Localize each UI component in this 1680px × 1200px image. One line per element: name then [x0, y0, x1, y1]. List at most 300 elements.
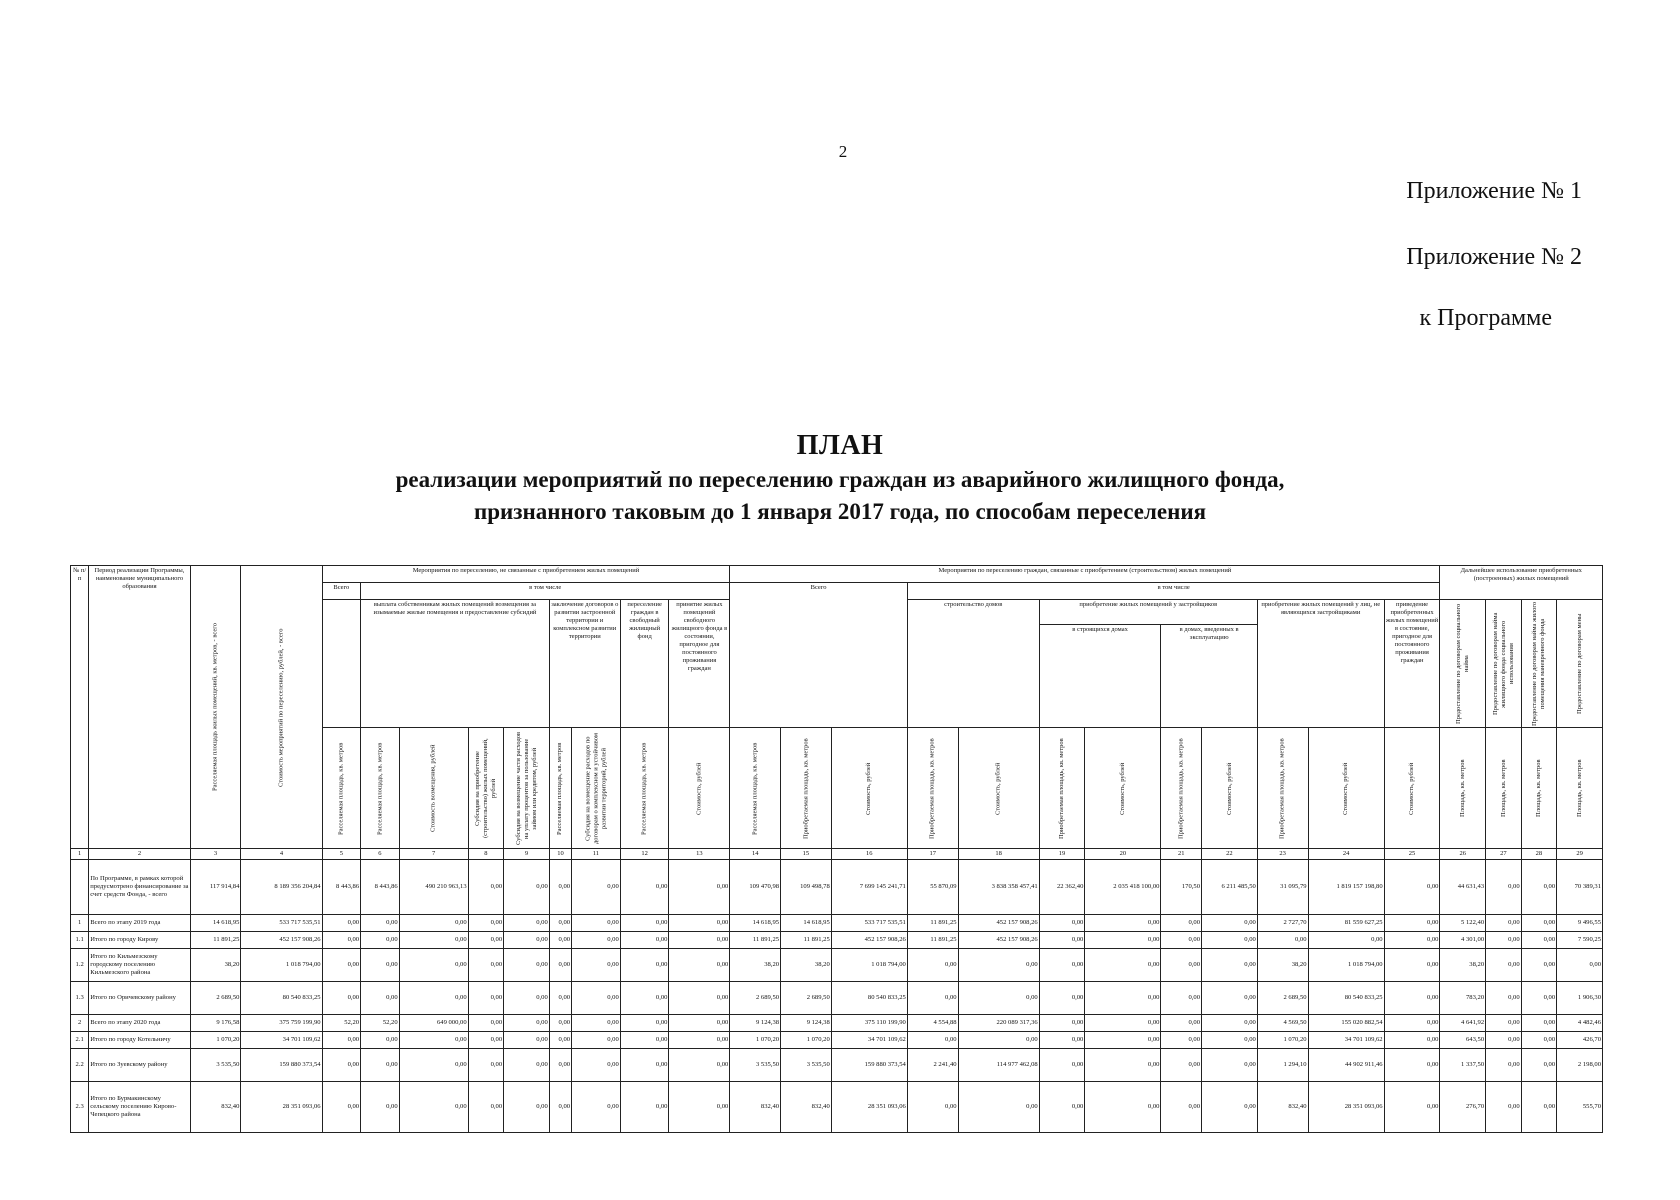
table-cell: 0,00 [1202, 1082, 1258, 1133]
table-cell: 0,00 [1384, 949, 1440, 982]
table-cell: 11 891,25 [907, 915, 958, 932]
table-cell: 0,00 [361, 949, 400, 982]
table-cell: 0,00 [1384, 1032, 1440, 1049]
plan-title [0, 428, 1680, 528]
table-cell: 0,00 [1486, 932, 1522, 949]
table-cell: 0,00 [1161, 915, 1202, 932]
table-cell: 0,00 [549, 949, 571, 982]
table-cell: 0,00 [669, 915, 730, 932]
table-cell: 0,00 [620, 1032, 669, 1049]
header-a-sub4: принятие жилых помещений свободного жилищного фонда в состоянии, пригодное для постоянного проживания граждан [669, 600, 730, 728]
table-cell: 0,00 [361, 1032, 400, 1049]
table-cell: 28 351 093,06 [831, 1082, 907, 1133]
title-main: ПЛАН [796, 430, 884, 461]
table-cell: 0,00 [1202, 1032, 1258, 1049]
table-cell: 34 701 109,62 [241, 1032, 322, 1049]
table-cell: 117 914,84 [190, 860, 241, 915]
table-cell: 0,00 [399, 915, 468, 932]
table-cell: 0,00 [620, 915, 669, 932]
row-index: 2.1 [71, 1032, 89, 1049]
table-cell: 0,00 [1486, 915, 1522, 932]
table-cell: 2 689,50 [1257, 982, 1308, 1015]
table-cell: 0,00 [907, 982, 958, 1015]
table-cell: 375 110 199,90 [831, 1015, 907, 1032]
table-cell: 0,00 [322, 949, 361, 982]
table-cell: 8 443,86 [322, 860, 361, 915]
table-cell: 0,00 [504, 949, 550, 982]
column-number: 13 [669, 849, 730, 860]
table-cell: 0,00 [399, 1082, 468, 1133]
header-cost-total: Стоимость мероприятий по переселению, рублей, - всего [241, 566, 322, 849]
column-number: 16 [831, 849, 907, 860]
table-cell: 0,00 [468, 949, 504, 982]
table-cell: 28 351 093,06 [1308, 1082, 1384, 1133]
table-cell: 0,00 [1521, 915, 1557, 932]
table-cell: 0,00 [1085, 915, 1161, 932]
table-cell: 2 035 418 100,00 [1085, 860, 1161, 915]
title-line-2: признанного таковым до 1 января 2017 года, по способам переселения [473, 499, 1207, 524]
table-cell: 8 189 356 204,84 [241, 860, 322, 915]
table-cell: 0,00 [572, 860, 621, 915]
table-row [71, 949, 1603, 982]
table-cell: 0,00 [468, 1049, 504, 1082]
table-cell: 0,00 [549, 932, 571, 949]
header-v13: Стоимость, рублей [669, 728, 730, 849]
header-group-a: Мероприятия по переселению, не связанные с приобретением жилых помещений [322, 566, 730, 583]
plan-table [70, 565, 1603, 1133]
table-cell: 0,00 [468, 982, 504, 1015]
row-index: 1.1 [71, 932, 89, 949]
table-cell: 28 351 093,06 [241, 1082, 322, 1133]
table-cell: 0,00 [1039, 982, 1085, 1015]
table-cell: 0,00 [1085, 1082, 1161, 1133]
table-cell: 783,20 [1440, 982, 1486, 1015]
column-number: 12 [620, 849, 669, 860]
table-cell: 0,00 [468, 1032, 504, 1049]
table-cell: 0,00 [1161, 949, 1202, 982]
table-cell: 0,00 [504, 1032, 550, 1049]
column-number: 10 [549, 849, 571, 860]
header-a-sub1: выплата собственникам жилых помещений возмещения за изымаемые жилые помещения и предоставление субсидий [361, 600, 550, 728]
table-cell: 55 870,09 [907, 860, 958, 915]
column-number: 8 [468, 849, 504, 860]
header-a-total: Всего [322, 583, 361, 600]
column-number: 17 [907, 849, 958, 860]
row-name: Итого по Бурмакинскому сельскому поселению Кирово-Чепецкого района [89, 1082, 190, 1133]
table-cell: 114 977 462,08 [958, 1049, 1039, 1082]
table-cell: 0,00 [958, 1082, 1039, 1133]
table-cell: 1 018 794,00 [241, 949, 322, 982]
table-cell: 14 618,95 [730, 915, 781, 932]
table-cell: 0,00 [669, 1082, 730, 1133]
header-v10: Расселяемая площадь, кв. метров [549, 728, 571, 849]
table-cell: 159 880 373,54 [831, 1049, 907, 1082]
table-cell: 0,00 [669, 1015, 730, 1032]
table-cell: 3 838 358 457,41 [958, 860, 1039, 915]
table-cell: 0,00 [1039, 932, 1085, 949]
table-cell: 0,00 [620, 1049, 669, 1082]
table-cell: 0,00 [1521, 932, 1557, 949]
table-cell: 38,20 [730, 949, 781, 982]
row-index [71, 860, 89, 915]
header-a-sub3: переселение граждан в свободный жилищный фонд [620, 600, 669, 728]
table-cell: 3 535,50 [190, 1049, 241, 1082]
table-cell: 0,00 [468, 932, 504, 949]
table-cell: 9 496,55 [1557, 915, 1603, 932]
table-cell: 14 618,95 [781, 915, 832, 932]
table-cell: 0,00 [572, 932, 621, 949]
table-cell: 832,40 [781, 1082, 832, 1133]
table-cell: 0,00 [1039, 915, 1085, 932]
header-c-sub4: Предоставление по договорам мены [1557, 600, 1603, 728]
table-cell: 9 124,38 [730, 1015, 781, 1032]
table-cell: 0,00 [1521, 1032, 1557, 1049]
table-cell: 555,70 [1557, 1082, 1603, 1133]
table-cell: 80 540 833,25 [241, 982, 322, 1015]
table-cell: 0,00 [549, 982, 571, 1015]
header-c-sub2: Предоставление по договорам найма жилищного фонда социального использования [1486, 600, 1522, 728]
table-cell: 0,00 [399, 1032, 468, 1049]
table-cell: 4 301,00 [1440, 932, 1486, 949]
table-cell: 0,00 [322, 932, 361, 949]
table-cell: 276,70 [1440, 1082, 1486, 1133]
table-cell: 0,00 [1486, 1032, 1522, 1049]
column-number: 28 [1521, 849, 1557, 860]
table-cell: 0,00 [361, 982, 400, 1015]
header-v9: Субсидия на возмещение части расходов на уплату процентов за пользование займом или кредитом, рублей [504, 728, 550, 849]
table-cell: 11 891,25 [730, 932, 781, 949]
table-cell: 0,00 [1521, 949, 1557, 982]
table-cell: 0,00 [1202, 1015, 1258, 1032]
header-b-sub4: приведение приобретенных жилых помещений в состояние, пригодное для постоянного проживания граждан [1384, 600, 1440, 728]
table-cell: 170,50 [1161, 860, 1202, 915]
table-cell: 0,00 [1085, 1049, 1161, 1082]
table-cell: 0,00 [572, 982, 621, 1015]
table-cell: 0,00 [549, 1032, 571, 1049]
table-cell: 0,00 [1085, 982, 1161, 1015]
table-cell: 0,00 [322, 1032, 361, 1049]
table-cell: 0,00 [399, 932, 468, 949]
header-v23: Приобретаемая площадь, кв. метров [1257, 728, 1308, 849]
column-number: 1 [71, 849, 89, 860]
column-number: 23 [1257, 849, 1308, 860]
table-cell: 0,00 [1257, 932, 1308, 949]
table-cell: 2 689,50 [781, 982, 832, 1015]
row-name: По Программе, в рамках которой предусмотрено финансирование за счет средств Фонда, - всего [89, 860, 190, 915]
row-index: 2 [71, 1015, 89, 1032]
table-cell: 0,00 [361, 915, 400, 932]
table-cell: 38,20 [781, 949, 832, 982]
table-cell: 1 070,20 [1257, 1032, 1308, 1049]
table-cell: 2 727,70 [1257, 915, 1308, 932]
table-cell: 832,40 [190, 1082, 241, 1133]
table-cell: 0,00 [549, 860, 571, 915]
table-cell: 0,00 [504, 1082, 550, 1133]
header-v20: Стоимость, рублей [1085, 728, 1161, 849]
column-number: 5 [322, 849, 361, 860]
table-cell: 9 124,38 [781, 1015, 832, 1032]
column-number: 21 [1161, 849, 1202, 860]
row-name: Итого по Оричевскому району [89, 982, 190, 1015]
table-cell: 2 689,50 [730, 982, 781, 1015]
column-number: 25 [1384, 849, 1440, 860]
header-v6: Расселяемая площадь, кв. метров [361, 728, 400, 849]
table-cell: 0,00 [620, 949, 669, 982]
table-cell: 0,00 [572, 1015, 621, 1032]
table-cell: 452 157 908,26 [241, 932, 322, 949]
table-cell: 6 211 485,50 [1202, 860, 1258, 915]
table-cell: 4 641,92 [1440, 1015, 1486, 1032]
column-number: 7 [399, 849, 468, 860]
table-cell: 0,00 [1202, 1049, 1258, 1082]
table-cell: 0,00 [504, 1049, 550, 1082]
table-cell: 0,00 [1384, 915, 1440, 932]
table-cell: 0,00 [1384, 1015, 1440, 1032]
table-cell: 11 891,25 [907, 932, 958, 949]
table-cell: 44 902 911,46 [1308, 1049, 1384, 1082]
header-v7: Стоимость возмещения, рублей [399, 728, 468, 849]
table-cell: 0,00 [907, 1032, 958, 1049]
table-cell: 0,00 [504, 860, 550, 915]
table-cell: 1 337,50 [1440, 1049, 1486, 1082]
table-cell: 0,00 [549, 1015, 571, 1032]
table-cell: 0,00 [907, 949, 958, 982]
column-number: 20 [1085, 849, 1161, 860]
table-cell: 0,00 [1039, 1032, 1085, 1049]
table-cell: 0,00 [399, 1049, 468, 1082]
column-number: 2 [89, 849, 190, 860]
table-cell: 0,00 [620, 1082, 669, 1133]
table-cell: 159 880 373,54 [241, 1049, 322, 1082]
table-row [71, 1015, 1603, 1032]
table-cell: 0,00 [1039, 1082, 1085, 1133]
table-cell: 11 891,25 [781, 932, 832, 949]
table-cell: 1 070,20 [781, 1032, 832, 1049]
table-cell: 0,00 [399, 949, 468, 982]
table-cell: 0,00 [572, 915, 621, 932]
table-row [71, 932, 1603, 949]
table-cell: 0,00 [1161, 1032, 1202, 1049]
table-cell: 426,70 [1557, 1032, 1603, 1049]
table-cell: 34 701 109,62 [831, 1032, 907, 1049]
table-cell: 0,00 [958, 949, 1039, 982]
column-number-row [71, 849, 1603, 860]
table-row [71, 1049, 1603, 1082]
table-cell: 0,00 [1085, 1015, 1161, 1032]
table-cell: 0,00 [1384, 860, 1440, 915]
table-cell: 0,00 [1384, 982, 1440, 1015]
column-number: 26 [1440, 849, 1486, 860]
header-b-incl: в том числе [907, 583, 1440, 600]
table-row [71, 915, 1603, 932]
table-cell: 0,00 [1486, 860, 1522, 915]
table-cell: 0,00 [322, 982, 361, 1015]
table-cell: 0,00 [1486, 1015, 1522, 1032]
table-cell: 80 540 833,25 [831, 982, 907, 1015]
table-cell: 0,00 [1161, 932, 1202, 949]
table-cell: 0,00 [572, 1049, 621, 1082]
header-v17: Приобретаемая площадь, кв. метров [907, 728, 958, 849]
row-name: Всего по этапу 2020 года [89, 1015, 190, 1032]
table-cell: 0,00 [1202, 982, 1258, 1015]
table-cell: 0,00 [1486, 1082, 1522, 1133]
table-cell: 1 070,20 [190, 1032, 241, 1049]
table-cell: 0,00 [669, 949, 730, 982]
header-v16: Стоимость, рублей [831, 728, 907, 849]
table-cell: 0,00 [669, 1032, 730, 1049]
table-cell: 0,00 [504, 982, 550, 1015]
table-cell: 0,00 [1085, 1032, 1161, 1049]
row-index: 1 [71, 915, 89, 932]
table-cell: 80 540 833,25 [1308, 982, 1384, 1015]
table-cell: 0,00 [1384, 1082, 1440, 1133]
title-line-1: реализации мероприятий по переселению граждан из аварийного жилищного фонда, [395, 467, 1285, 492]
header-v29: Площадь, кв. метров [1557, 728, 1603, 849]
table-body [71, 860, 1603, 1133]
table-cell: 0,00 [1039, 949, 1085, 982]
header-c-sub3: Предоставление по договорам найма жилого помещения маневренного фонда [1521, 600, 1557, 728]
table-cell: 0,00 [572, 1082, 621, 1133]
table-cell: 0,00 [907, 1082, 958, 1133]
table-cell: 31 095,79 [1257, 860, 1308, 915]
table-cell: 0,00 [1039, 1015, 1085, 1032]
header-b-sub1: строительство домов [907, 600, 1039, 728]
table-cell: 3 535,50 [781, 1049, 832, 1082]
table-cell: 0,00 [1486, 949, 1522, 982]
table-cell: 0,00 [322, 915, 361, 932]
table-cell: 0,00 [572, 1032, 621, 1049]
row-index: 1.3 [71, 982, 89, 1015]
table-cell: 452 157 908,26 [958, 915, 1039, 932]
table-cell: 52,20 [322, 1015, 361, 1032]
appendix-line-3: к Программе [1419, 305, 1552, 331]
table-cell: 0,00 [549, 1049, 571, 1082]
table-cell: 0,00 [468, 1082, 504, 1133]
header-b-total: Всего [730, 583, 908, 728]
table-cell: 0,00 [1308, 932, 1384, 949]
table-cell: 0,00 [620, 982, 669, 1015]
row-name: Итого по Зуевскому району [89, 1049, 190, 1082]
table-cell: 0,00 [1085, 932, 1161, 949]
table-cell: 0,00 [468, 860, 504, 915]
table-cell: 0,00 [1521, 982, 1557, 1015]
table-cell: 0,00 [1161, 1049, 1202, 1082]
table-cell: 533 717 535,51 [241, 915, 322, 932]
column-number: 27 [1486, 849, 1522, 860]
row-index: 1.2 [71, 949, 89, 982]
header-period: Период реализации Программы, наименование муниципального образования [89, 566, 190, 849]
table-cell: 452 157 908,26 [831, 932, 907, 949]
table-cell: 0,00 [958, 982, 1039, 1015]
table-cell: 0,00 [1521, 860, 1557, 915]
header-a-incl: в том числе [361, 583, 730, 600]
header-v5: Расселяемая площадь, кв. метров [322, 728, 361, 849]
table-cell: 220 089 317,36 [958, 1015, 1039, 1032]
header-v14: Расселяемая площадь, кв. метров [730, 728, 781, 849]
column-number: 4 [241, 849, 322, 860]
row-name: Всего по этапу 2019 года [89, 915, 190, 932]
table-cell: 3 535,50 [730, 1049, 781, 1082]
row-name: Итого по Кильмезскому городскому поселению Кильмезского района [89, 949, 190, 982]
header-v15: Приобретаемая площадь, кв. метров [781, 728, 832, 849]
column-number: 29 [1557, 849, 1603, 860]
table-cell: 0,00 [1085, 949, 1161, 982]
table-cell: 155 020 882,54 [1308, 1015, 1384, 1032]
header-v27: Площадь, кв. метров [1486, 728, 1522, 849]
appendix-line-2: Приложение № 2 [1406, 244, 1582, 270]
header-v24: Стоимость, рублей [1308, 728, 1384, 849]
header-b-sub2: приобретение жилых помещений у застройщиков [1039, 600, 1257, 625]
table-cell: 2 241,40 [907, 1049, 958, 1082]
header-v26: Площадь, кв. метров [1440, 728, 1486, 849]
table-cell: 0,00 [468, 1015, 504, 1032]
table-row [71, 1032, 1603, 1049]
table-cell: 643,50 [1440, 1032, 1486, 1049]
header-b-sub2b: в домах, введенных в эксплуатацию [1161, 625, 1257, 728]
header-v8: Субсидия на приобретение (строительство) жилых помещений, рублей [468, 728, 504, 849]
column-number: 11 [572, 849, 621, 860]
table-cell: 9 176,58 [190, 1015, 241, 1032]
table-cell: 0,00 [620, 932, 669, 949]
table-row [71, 982, 1603, 1015]
header-area-total: Расселяемая площадь жилых помещений, кв. метров, - всего [190, 566, 241, 849]
table-cell: 0,00 [361, 1082, 400, 1133]
column-number: 22 [1202, 849, 1258, 860]
table-cell: 0,00 [1202, 949, 1258, 982]
table-cell: 1 070,20 [730, 1032, 781, 1049]
column-number: 9 [504, 849, 550, 860]
table-cell: 0,00 [1521, 1049, 1557, 1082]
row-index: 2.2 [71, 1049, 89, 1082]
header-c-sub1: Предоставление по договорам социального найма [1440, 600, 1486, 728]
header-v22: Стоимость, рублей [1202, 728, 1258, 849]
table-cell: 7 699 145 241,71 [831, 860, 907, 915]
table-cell: 0,00 [620, 860, 669, 915]
table-cell: 11 891,25 [190, 932, 241, 949]
table-row [71, 860, 1603, 915]
table-cell: 1 819 157 198,80 [1308, 860, 1384, 915]
table-cell: 0,00 [399, 982, 468, 1015]
table-cell: 38,20 [1257, 949, 1308, 982]
table-cell: 1 906,30 [1557, 982, 1603, 1015]
table-cell: 0,00 [620, 1015, 669, 1032]
table-cell: 2 689,50 [190, 982, 241, 1015]
header-b-sub2a: в строящихся домах [1039, 625, 1161, 728]
header-b-sub3: приобретение жилых помещений у лиц, не являющихся застройщиками [1257, 600, 1384, 728]
header-v28: Площадь, кв. метров [1521, 728, 1557, 849]
table-cell: 649 000,00 [399, 1015, 468, 1032]
table-cell: 0,00 [504, 932, 550, 949]
table-cell: 0,00 [1202, 915, 1258, 932]
table-cell: 52,20 [361, 1015, 400, 1032]
table-cell: 0,00 [1202, 932, 1258, 949]
table-cell: 0,00 [361, 1049, 400, 1082]
table-cell: 0,00 [1486, 982, 1522, 1015]
table-cell: 38,20 [1440, 949, 1486, 982]
table-row [71, 1082, 1603, 1133]
table-cell: 4 569,50 [1257, 1015, 1308, 1032]
table-cell: 2 198,00 [1557, 1049, 1603, 1082]
table-cell: 0,00 [1557, 949, 1603, 982]
table-cell: 7 590,25 [1557, 932, 1603, 949]
table-cell: 0,00 [669, 932, 730, 949]
table-cell: 44 631,43 [1440, 860, 1486, 915]
header-v12: Расселяемая площадь, кв. метров [620, 728, 669, 849]
row-index: 2.3 [71, 1082, 89, 1133]
column-number: 14 [730, 849, 781, 860]
table-cell: 0,00 [549, 915, 571, 932]
table-cell: 0,00 [1161, 1015, 1202, 1032]
